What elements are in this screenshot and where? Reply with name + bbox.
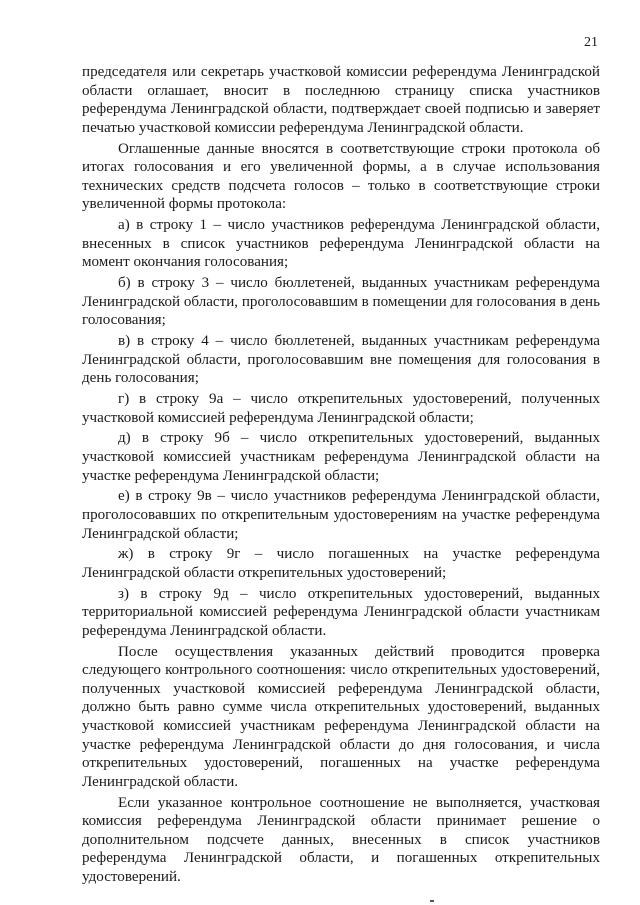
paragraph-announced-data: Оглашенные данные вносятся в соответствующие строки протокола об итогах голосования и его увеличенной формы, а в случае использования технических средств подсчета голосов – только в соответствующие строки увеличенной формы протокола: (82, 140, 600, 213)
list-item-a: а) в строку 1 – число участников референдума Ленинградской области, внесенных в список участников референдума Ленинградской области на момент окончания голосования; (82, 217, 600, 271)
list-item-e: е) в строку 9в – число участников референдума Ленинградской области, проголосовавших по открепительным удостоверениям на участке референдума Ленинградской области; (82, 488, 600, 542)
paragraph-continuation: председателя или секретарь участковой комиссии референдума Ленинградской области оглашает, вносит в последнюю страницу списка участников референдума Ленинградской области, подтверждает своей подписью и заверяет печатью участковой комиссии референдума Ленинградской области. (82, 64, 600, 136)
list-item-d: д) в строку 9б – число открепительных удостоверений, выданных участковой комиссией участникам референдума Ленинградской области на участке референдума Ленинградской области; (82, 430, 600, 484)
scan-artifact (430, 900, 434, 902)
document-body (82, 63, 600, 889)
list-item-v: в) в строку 4 – число бюллетеней, выданных участникам референдума Ленинградской области, проголосовавшим вне помещения для голосования в день голосования; (82, 333, 600, 387)
paragraph-recount-decision: Если указанное контрольное соотношение не выполняется, участковая комиссия референдума Ленинградской области принимает решение о дополнительном подсчете данных, внесенных в список участников референдума Ленинградской области, и погашенных открепительных удостоверений. (82, 794, 600, 885)
page-number: 21 (584, 35, 598, 50)
list-item-g: г) в строку 9а – число открепительных удостоверений, полученных участковой комиссией референдума Ленинградской области; (82, 391, 600, 426)
list-item-z: з) в строку 9д – число открепительных удостоверений, выданных территориальной комиссией референдума Ленинградской области участникам референдума Ленинградской области. (82, 585, 600, 639)
paragraph-control-check: После осуществления указанных действий проводится проверка следующего контрольного соотношения: число открепительных удостоверений, полученных участковой комиссией референдума Ленинградской области, должно быть равно сумме числа открепительных удостоверений, выданных участковой комиссией участникам референдума Ленинградской области на участке референдума Ленинградской области до дня голосования, и числа открепительных удостоверений, погашенных на участке референдума Ленинградской области. (82, 643, 600, 790)
list-item-b: б) в строку 3 – число бюллетеней, выданных участникам референдума Ленинградской области, проголосовавшим в помещении для голосования в день голосования; (82, 275, 601, 329)
list-item-zh: ж) в строку 9г – число погашенных на участке референдума Ленинградской области открепительных удостоверений; (82, 546, 600, 581)
